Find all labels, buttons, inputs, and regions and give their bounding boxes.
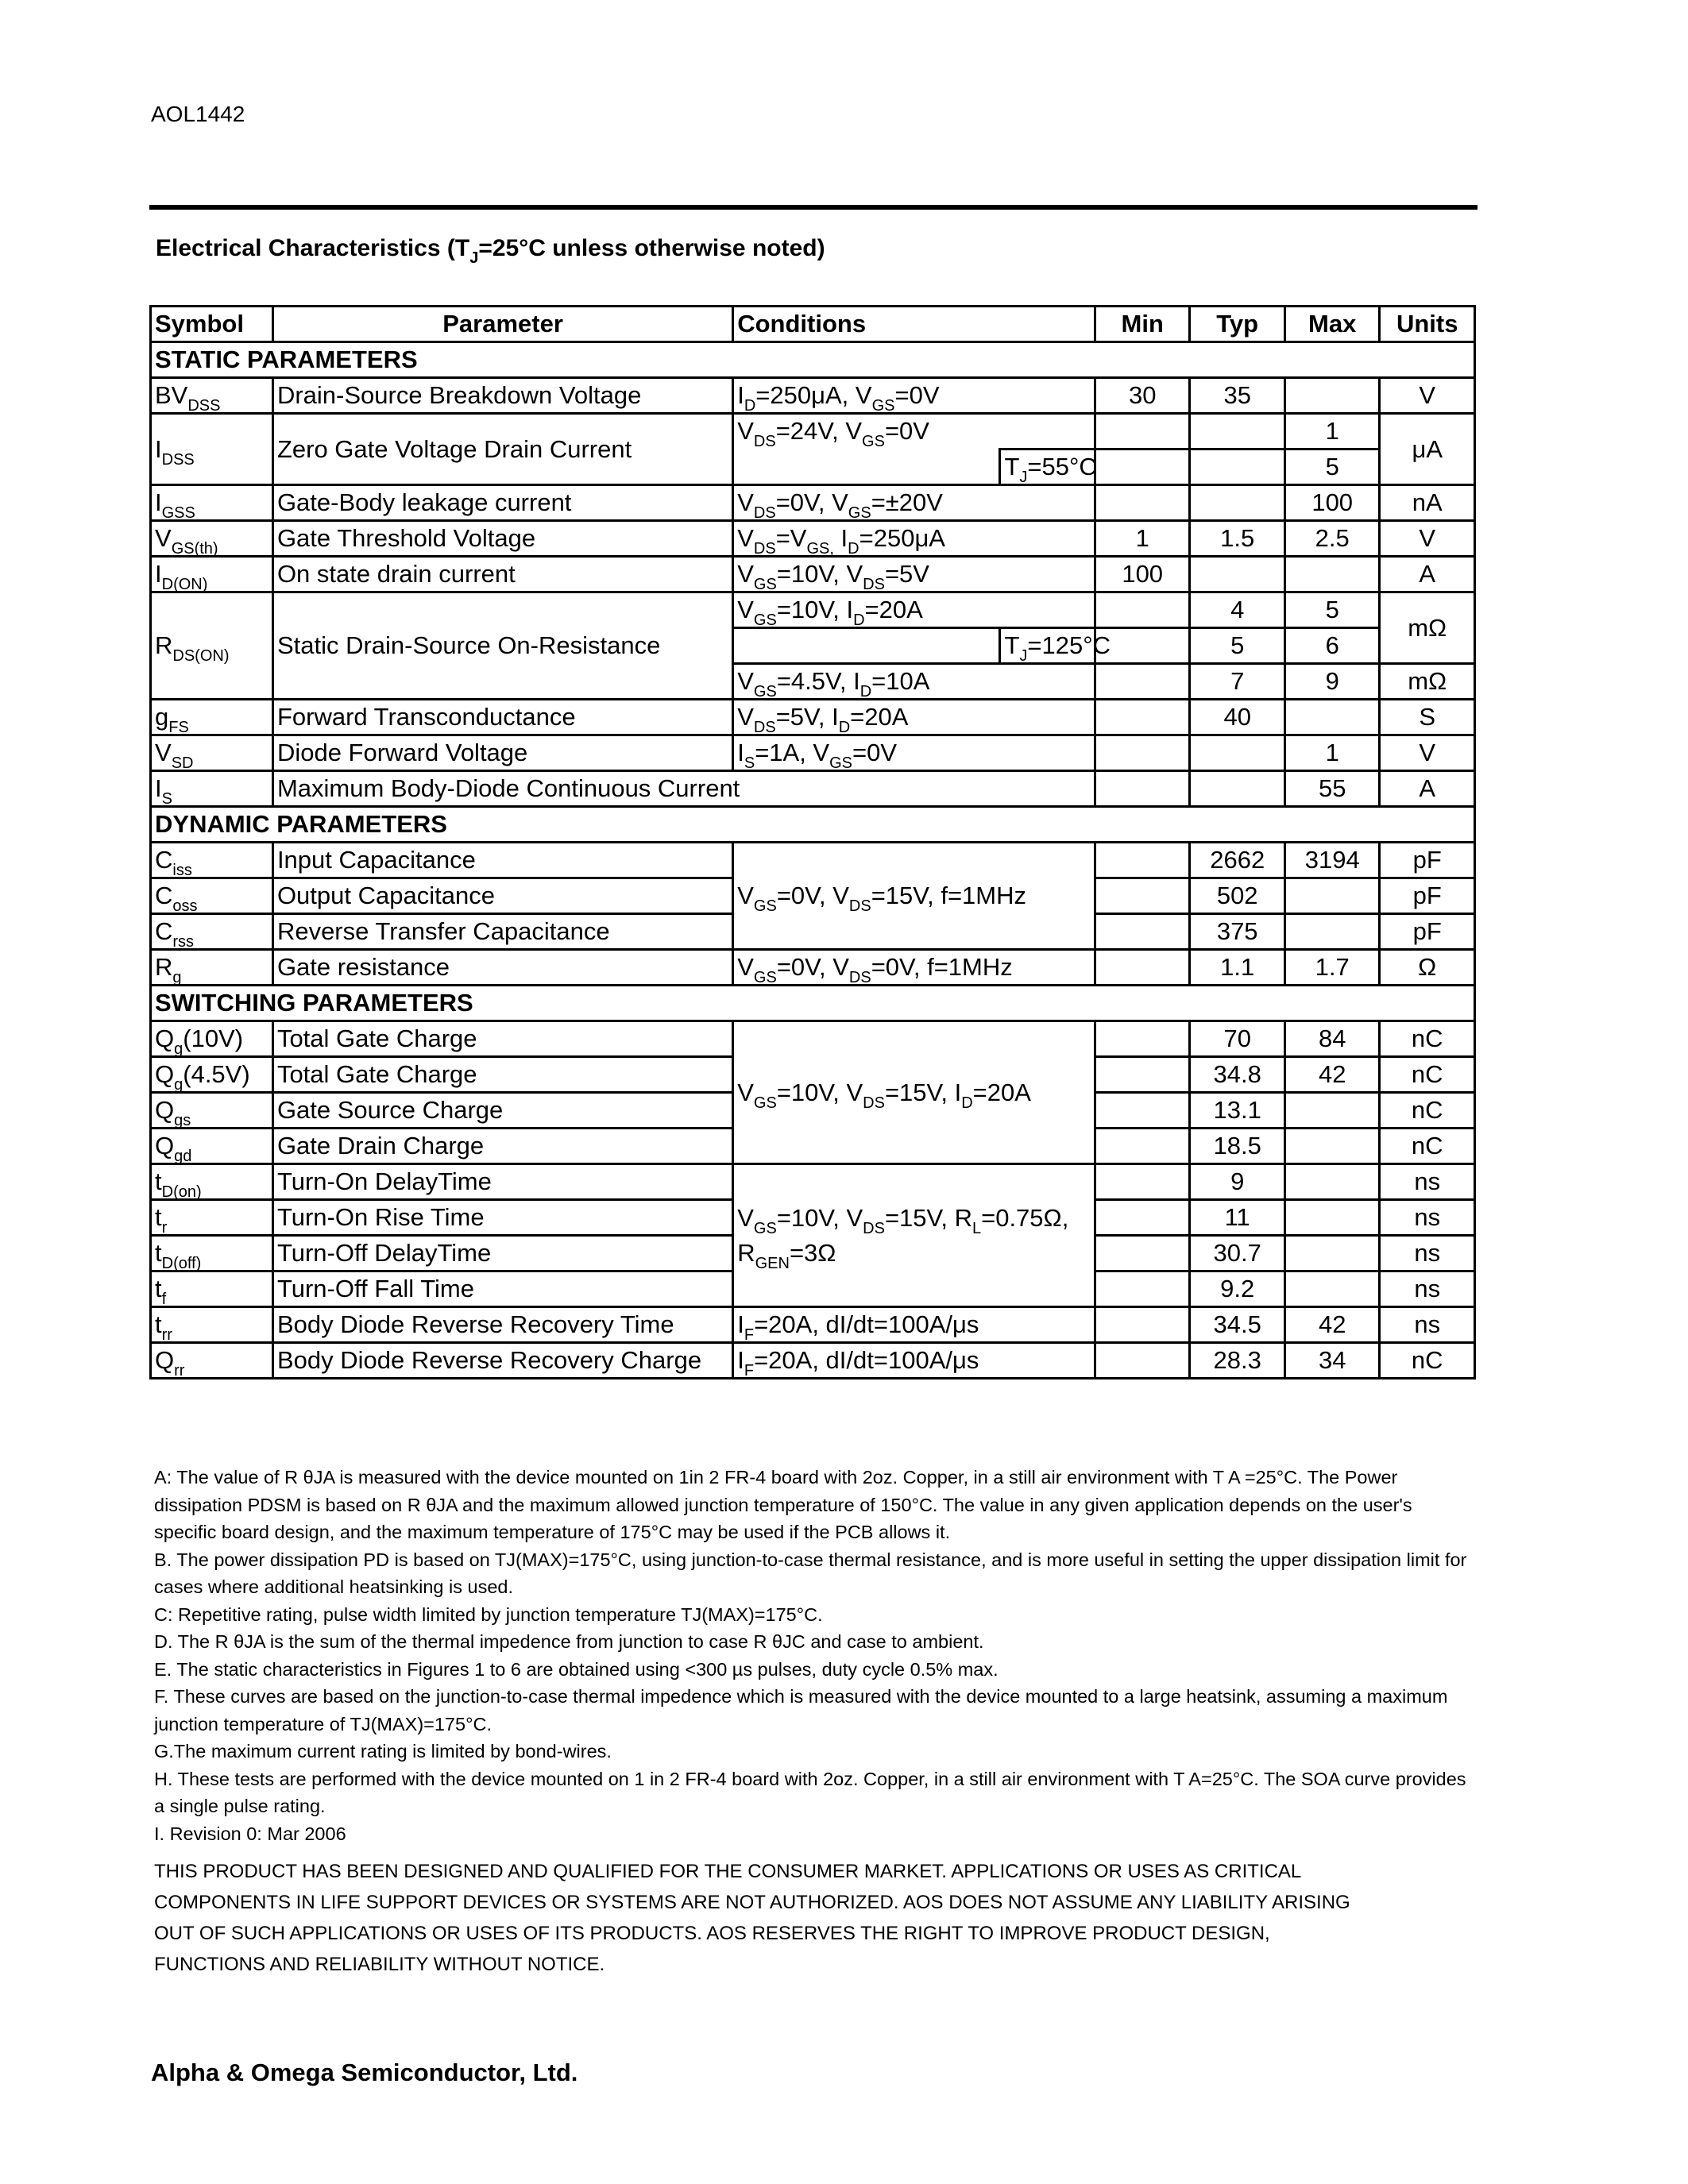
min-cell: 30 bbox=[1095, 378, 1190, 414]
typ-cell: 9.2 bbox=[1190, 1271, 1285, 1307]
tj-cell: $T_J=55^\circ C$ bbox=[1000, 450, 1095, 485]
typ-cell bbox=[1190, 735, 1285, 771]
table-row bbox=[151, 1343, 1475, 1379]
note-h: H. These tests are performed with the device mounted on 1 in 2 FR-4 board with 2oz. Copper, in a still air environment with T A=25°C. The SOA curve provides a single pulse rating. bbox=[154, 1768, 1466, 1816]
symbol-cell: $BV_{DSS}$ bbox=[151, 378, 273, 414]
max-cell: 34 bbox=[1284, 1343, 1380, 1379]
min-cell bbox=[1095, 485, 1190, 521]
max-cell: 42 bbox=[1284, 1057, 1380, 1093]
symbol-cell: $t_r$ bbox=[151, 1200, 273, 1236]
max-cell bbox=[1284, 1200, 1380, 1236]
col-header: Conditions bbox=[733, 307, 1095, 342]
section-label: STATIC PARAMETERS bbox=[151, 342, 1475, 378]
units-cell: V bbox=[1380, 521, 1475, 557]
typ-cell: 9 bbox=[1190, 1164, 1285, 1200]
parameter-cell: Body Diode Reverse Recovery Charge bbox=[272, 1343, 732, 1379]
table-row bbox=[151, 843, 1475, 878]
min-cell bbox=[1095, 1307, 1190, 1343]
typ-cell bbox=[1190, 485, 1285, 521]
typ-cell: 34.8 bbox=[1190, 1057, 1285, 1093]
typ-cell bbox=[1190, 450, 1285, 485]
note-i: I. Revision 0: Mar 2006 bbox=[154, 1823, 346, 1844]
symbol-cell: $Q_{gd}$ bbox=[151, 1129, 273, 1164]
conditions-cell: $I_S=1A$, $V_{GS}=0V$ bbox=[733, 735, 1095, 771]
disclaimer-line: COMPONENTS IN LIFE SUPPORT DEVICES OR SYSTEMS ARE NOT AUTHORIZED. AOS DOES NOT ASSUME ANY LIABILITY ARISING bbox=[154, 1892, 1350, 1913]
symbol-cell: $I_S$ bbox=[151, 771, 273, 807]
units-cell: mΩ bbox=[1380, 664, 1475, 700]
units-cell: nC bbox=[1380, 1129, 1475, 1164]
typ-cell: 70 bbox=[1190, 1021, 1285, 1057]
header-rule bbox=[149, 205, 1477, 210]
col-header: Units bbox=[1380, 307, 1475, 342]
min-cell bbox=[1095, 1057, 1190, 1093]
units-cell: ns bbox=[1380, 1236, 1475, 1271]
parameter-cell: Gate-Body leakage current bbox=[272, 485, 732, 521]
typ-cell: 2662 bbox=[1190, 843, 1285, 878]
symbol-cell: $Q_{rr}$ bbox=[151, 1343, 273, 1379]
parameter-cell: Input Capacitance bbox=[272, 843, 732, 878]
symbol-cell: $Q_{gs}$ bbox=[151, 1093, 273, 1129]
parameter-cell: Static Drain-Source On-Resistance bbox=[272, 592, 732, 700]
disclaimer bbox=[154, 1856, 1505, 1980]
typ-cell: 11 bbox=[1190, 1200, 1285, 1236]
table-row bbox=[151, 592, 1475, 628]
min-cell bbox=[1095, 914, 1190, 950]
typ-cell: 7 bbox=[1190, 664, 1285, 700]
units-cell: A bbox=[1380, 557, 1475, 592]
symbol-cell: $t_{rr}$ bbox=[151, 1307, 273, 1343]
conditions-cell: $V_{GS}=10V$, $I_D=20A$ bbox=[733, 592, 1095, 628]
typ-cell: 30.7 bbox=[1190, 1236, 1285, 1271]
min-cell bbox=[1095, 1021, 1190, 1057]
parameter-cell: Total Gate Charge bbox=[272, 1021, 732, 1057]
max-cell: 1 bbox=[1284, 414, 1380, 450]
max-cell: 5 bbox=[1284, 450, 1380, 485]
col-header: Min bbox=[1095, 307, 1190, 342]
units-cell: nC bbox=[1380, 1093, 1475, 1129]
min-cell bbox=[1095, 1271, 1190, 1307]
max-cell: 3194 bbox=[1284, 843, 1380, 878]
note-a: A: The value of R θJA is measured with the device mounted on 1in 2 FR-4 board with 2oz. Copper, in a still air environment with T A =25°C. The Power dissipation PDSM is based on R θJA and the maximum allowed junction temperature of 150°C. The value in any given application depends on the user's specific board design, and the maximum temperature of 175°C may be used if the PCB allows it. bbox=[154, 1467, 1412, 1542]
conditions-cell bbox=[733, 450, 1000, 485]
table-row bbox=[151, 735, 1475, 771]
max-cell bbox=[1284, 700, 1380, 735]
max-cell bbox=[1284, 1236, 1380, 1271]
min-cell bbox=[1095, 1343, 1190, 1379]
min-cell bbox=[1095, 1200, 1190, 1236]
max-cell bbox=[1284, 1164, 1380, 1200]
note-e: E. The static characteristics in Figures 1 to 6 are obtained using <300 µs pulses, duty cycle 0.5% max. bbox=[154, 1658, 999, 1680]
note-f: F. These curves are based on the junction-to-case thermal impedence which is measured with the device mounted to a large heatsink, assuming a maximum junction temperature of TJ(MAX)=175°C. bbox=[154, 1686, 1448, 1734]
min-cell bbox=[1095, 735, 1190, 771]
min-cell bbox=[1095, 950, 1190, 986]
max-cell: 100 bbox=[1284, 485, 1380, 521]
min-cell bbox=[1095, 414, 1190, 450]
max-cell bbox=[1284, 1093, 1380, 1129]
parameter-cell: Gate Source Charge bbox=[272, 1093, 732, 1129]
footnotes bbox=[154, 1464, 1473, 1847]
units-cell: V bbox=[1380, 378, 1475, 414]
parameter-cell: Forward Transconductance bbox=[272, 700, 732, 735]
conditions-cell: $V_{GS}=10V$, $V_{DS}=15V$, $R_L=0.75\Omega$, $R_{GEN}=3\Omega$ bbox=[733, 1164, 1095, 1307]
symbol-cell: $t_{D(off)}$ bbox=[151, 1236, 273, 1271]
units-cell: ns bbox=[1380, 1307, 1475, 1343]
table-row bbox=[151, 485, 1475, 521]
symbol-cell: $V_{SD}$ bbox=[151, 735, 273, 771]
conditions-cell: $V_{DS}=0V$, $V_{GS}=\pm 20V$ bbox=[733, 485, 1095, 521]
typ-cell: 28.3 bbox=[1190, 1343, 1285, 1379]
typ-cell: 34.5 bbox=[1190, 1307, 1285, 1343]
symbol-cell: $Q_g(4.5V)$ bbox=[151, 1057, 273, 1093]
section-label: SWITCHING PARAMETERS bbox=[151, 986, 1475, 1021]
table-header-row bbox=[151, 307, 1475, 342]
symbol-cell: $I_{DSS}$ bbox=[151, 414, 273, 485]
section-title: Electrical Characteristics ($T_J=25^\circ C$ unless otherwise noted) bbox=[156, 235, 825, 267]
min-cell bbox=[1095, 664, 1190, 700]
col-header: Typ bbox=[1190, 307, 1285, 342]
parameter-cell: Turn-On Rise Time bbox=[272, 1200, 732, 1236]
max-cell: 84 bbox=[1284, 1021, 1380, 1057]
units-cell: Ω bbox=[1380, 950, 1475, 986]
max-cell: 55 bbox=[1284, 771, 1380, 807]
electrical-characteristics-table bbox=[149, 305, 1476, 1379]
conditions-cell: $V_{GS}=4.5V$, $I_D=10A$ bbox=[733, 664, 1095, 700]
units-cell: pF bbox=[1380, 914, 1475, 950]
units-cell: pF bbox=[1380, 843, 1475, 878]
section-row bbox=[151, 342, 1475, 378]
units-cell: V bbox=[1380, 735, 1475, 771]
conditions-cell: $V_{GS}=0V$, $V_{DS}=15V$, f=1MHz bbox=[733, 843, 1095, 950]
typ-cell: 40 bbox=[1190, 700, 1285, 735]
parameter-cell: Gate Drain Charge bbox=[272, 1129, 732, 1164]
typ-cell: 1.5 bbox=[1190, 521, 1285, 557]
symbol-cell: $I_{GSS}$ bbox=[151, 485, 273, 521]
table-row bbox=[151, 1164, 1475, 1200]
conditions-cell: $V_{GS}=0V$, $V_{DS}=0V$, f=1MHz bbox=[733, 950, 1095, 986]
parameter-cell: Diode Forward Voltage bbox=[272, 735, 732, 771]
parameter-cell: Drain-Source Breakdown Voltage bbox=[272, 378, 732, 414]
units-cell: ns bbox=[1380, 1271, 1475, 1307]
col-header: Symbol bbox=[151, 307, 273, 342]
max-cell bbox=[1284, 378, 1380, 414]
units-cell: S bbox=[1380, 700, 1475, 735]
parameter-cell: Gate Threshold Voltage bbox=[272, 521, 732, 557]
symbol-cell: $R_{DS(ON)}$ bbox=[151, 592, 273, 700]
parameter-cell: Total Gate Charge bbox=[272, 1057, 732, 1093]
typ-cell bbox=[1190, 414, 1285, 450]
conditions-cell: $V_{DS}=V_{GS,}$ $I_D=250\mu A$ bbox=[733, 521, 1095, 557]
min-cell: 1 bbox=[1095, 521, 1190, 557]
conditions-cell: $V_{GS}=10V$, $V_{DS}=5V$ bbox=[733, 557, 1095, 592]
min-cell bbox=[1095, 1129, 1190, 1164]
max-cell: 42 bbox=[1284, 1307, 1380, 1343]
units-cell: nC bbox=[1380, 1343, 1475, 1379]
units-cell: A bbox=[1380, 771, 1475, 807]
symbol-cell: $C_{iss}$ bbox=[151, 843, 273, 878]
col-header: Max bbox=[1284, 307, 1380, 342]
section-row bbox=[151, 807, 1475, 843]
min-cell bbox=[1095, 771, 1190, 807]
table-row bbox=[151, 771, 1475, 807]
units-cell: nC bbox=[1380, 1021, 1475, 1057]
note-b: B. The power dissipation PD is based on TJ(MAX)=175°C, using junction-to-case thermal resistance, and is more useful in setting the upper dissipation limit for cases where additional heatsinking is used. bbox=[154, 1549, 1467, 1597]
conditions-cell: $I_D=250\mu A$, $V_{GS}=0V$ bbox=[733, 378, 1095, 414]
min-cell bbox=[1095, 1093, 1190, 1129]
max-cell: 1.7 bbox=[1284, 950, 1380, 986]
parameter-cell: Turn-On DelayTime bbox=[272, 1164, 732, 1200]
part-number: AOL1442 bbox=[151, 102, 245, 126]
min-cell: 100 bbox=[1095, 557, 1190, 592]
typ-cell: 1.1 bbox=[1190, 950, 1285, 986]
parameter-cell: Gate resistance bbox=[272, 950, 732, 986]
symbol-cell: $g_{FS}$ bbox=[151, 700, 273, 735]
parameter-cell: On state drain current bbox=[272, 557, 732, 592]
symbol-cell: $t_f$ bbox=[151, 1271, 273, 1307]
table-row bbox=[151, 414, 1475, 450]
symbol-cell: $R_g$ bbox=[151, 950, 273, 986]
symbol-cell: $Q_g(10V)$ bbox=[151, 1021, 273, 1057]
parameter-cell: Output Capacitance bbox=[272, 878, 732, 914]
note-c: C: Repetitive rating, pulse width limited by junction temperature TJ(MAX)=175°C. bbox=[154, 1603, 823, 1625]
tj-cell: $T_J=125^\circ C$ bbox=[1000, 628, 1095, 664]
table-row bbox=[151, 521, 1475, 557]
min-cell bbox=[1095, 878, 1190, 914]
conditions-cell: $I_F=20A$, dI/dt=100A/μs bbox=[733, 1343, 1095, 1379]
max-cell: 9 bbox=[1284, 664, 1380, 700]
symbol-cell: $I_{D(ON)}$ bbox=[151, 557, 273, 592]
table-row bbox=[151, 557, 1475, 592]
section-row bbox=[151, 986, 1475, 1021]
max-cell bbox=[1284, 557, 1380, 592]
parameter-cell: Maximum Body-Diode Continuous Current bbox=[272, 771, 1095, 807]
parameter-cell: Turn-Off Fall Time bbox=[272, 1271, 732, 1307]
units-cell: pF bbox=[1380, 878, 1475, 914]
conditions-cell bbox=[733, 628, 1000, 664]
parameter-cell: Zero Gate Voltage Drain Current bbox=[272, 414, 732, 485]
typ-cell: 5 bbox=[1190, 628, 1285, 664]
max-cell bbox=[1284, 914, 1380, 950]
max-cell bbox=[1284, 878, 1380, 914]
conditions-cell: $V_{DS}=24V$, $V_{GS}=0V$ bbox=[733, 414, 1095, 450]
min-cell bbox=[1095, 450, 1190, 485]
conditions-cell: $I_F=20A$, dI/dt=100A/μs bbox=[733, 1307, 1095, 1343]
max-cell: 6 bbox=[1284, 628, 1380, 664]
typ-cell: 375 bbox=[1190, 914, 1285, 950]
disclaimer-line: OUT OF SUCH APPLICATIONS OR USES OF ITS PRODUCTS. AOS RESERVES THE RIGHT TO IMPROVE PRODUCT DESIGN, bbox=[154, 1923, 1270, 1944]
units-cell: ns bbox=[1380, 1164, 1475, 1200]
company-name: Alpha & Omega Semiconductor, Ltd. bbox=[151, 2059, 578, 2086]
parameter-cell: Body Diode Reverse Recovery Time bbox=[272, 1307, 732, 1343]
units-cell: mΩ bbox=[1380, 592, 1475, 664]
typ-cell: 35 bbox=[1190, 378, 1285, 414]
min-cell bbox=[1095, 1236, 1190, 1271]
disclaimer-line: THIS PRODUCT HAS BEEN DESIGNED AND QUALIFIED FOR THE CONSUMER MARKET. APPLICATIONS OR USES AS CRITICAL bbox=[154, 1861, 1302, 1882]
section-label: DYNAMIC PARAMETERS bbox=[151, 807, 1475, 843]
units-cell: nA bbox=[1380, 485, 1475, 521]
parameter-cell: Reverse Transfer Capacitance bbox=[272, 914, 732, 950]
table-row bbox=[151, 700, 1475, 735]
symbol-cell: $C_{rss}$ bbox=[151, 914, 273, 950]
parameter-cell: Turn-Off DelayTime bbox=[272, 1236, 732, 1271]
units-cell: μA bbox=[1380, 414, 1475, 485]
typ-cell bbox=[1190, 771, 1285, 807]
symbol-cell: $t_{D(on)}$ bbox=[151, 1164, 273, 1200]
col-header: Parameter bbox=[272, 307, 732, 342]
min-cell bbox=[1095, 700, 1190, 735]
max-cell: 2.5 bbox=[1284, 521, 1380, 557]
max-cell: 5 bbox=[1284, 592, 1380, 628]
max-cell bbox=[1284, 1271, 1380, 1307]
typ-cell bbox=[1190, 557, 1285, 592]
conditions-cell: $V_{GS}=10V$, $V_{DS}=15V$, $I_D=20A$ bbox=[733, 1021, 1095, 1164]
min-cell bbox=[1095, 843, 1190, 878]
typ-cell: 18.5 bbox=[1190, 1129, 1285, 1164]
max-cell bbox=[1284, 1129, 1380, 1164]
table-row bbox=[151, 1021, 1475, 1057]
disclaimer-line: FUNCTIONS AND RELIABILITY WITHOUT NOTICE. bbox=[154, 1954, 605, 1975]
note-d: D. The R θJA is the sum of the thermal impedence from junction to case R θJC and case to ambient. bbox=[154, 1631, 984, 1652]
conditions-cell: $V_{DS}=5V$, $I_D=20A$ bbox=[733, 700, 1095, 735]
note-g: G.The maximum current rating is limited by bond-wires. bbox=[154, 1741, 612, 1761]
units-cell: nC bbox=[1380, 1057, 1475, 1093]
table-row bbox=[151, 378, 1475, 414]
max-cell: 1 bbox=[1284, 735, 1380, 771]
typ-cell: 502 bbox=[1190, 878, 1285, 914]
typ-cell: 13.1 bbox=[1190, 1093, 1285, 1129]
units-cell: ns bbox=[1380, 1200, 1475, 1236]
symbol-cell: $V_{GS(th)}$ bbox=[151, 521, 273, 557]
table-row bbox=[151, 950, 1475, 986]
min-cell bbox=[1095, 1164, 1190, 1200]
symbol-cell: $C_{oss}$ bbox=[151, 878, 273, 914]
typ-cell: 4 bbox=[1190, 592, 1285, 628]
table-row bbox=[151, 1307, 1475, 1343]
min-cell bbox=[1095, 592, 1190, 628]
